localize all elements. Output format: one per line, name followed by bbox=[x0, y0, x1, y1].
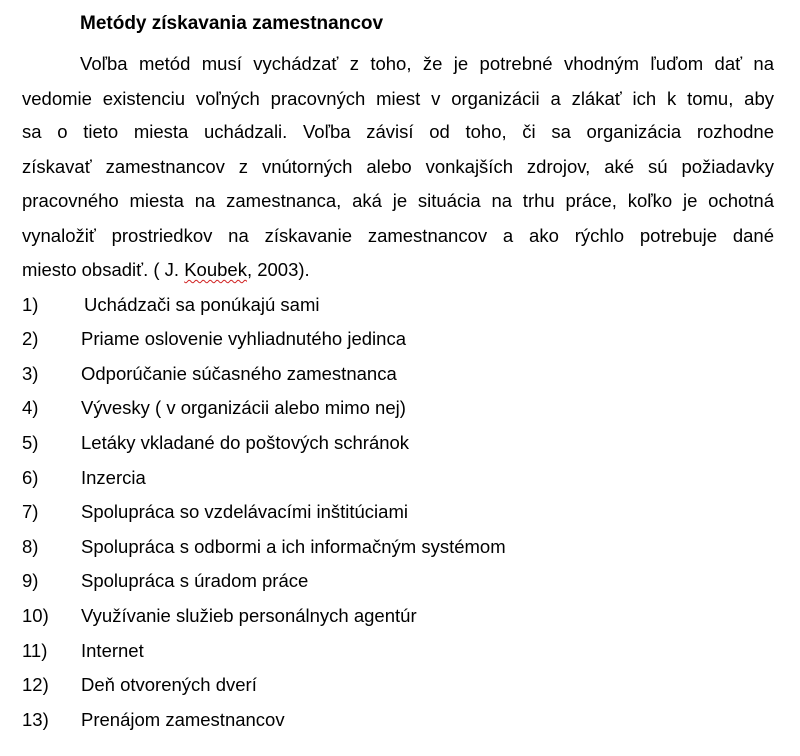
list-item bbox=[22, 501, 782, 527]
list-item-text: Prenájom zamestnancov bbox=[81, 709, 285, 730]
list-item bbox=[22, 397, 782, 423]
list-item-text: Letáky vkladané do poštových schránok bbox=[81, 432, 410, 453]
list-item bbox=[22, 709, 782, 735]
list-item-text: Spolupráca s odbormi a ich informačným systémom bbox=[81, 536, 506, 557]
paragraph-line-1: Voľba metód musí vychádzať z toho, že je potrebné vhodným ľuďom dať na bbox=[80, 53, 774, 74]
list-item-number: 9) bbox=[22, 570, 39, 591]
list-item-number: 12) bbox=[22, 674, 49, 695]
list-item-number: 6) bbox=[22, 467, 39, 488]
list-item bbox=[22, 570, 782, 596]
list-item-text: Využívanie služieb personálnych agentúr bbox=[81, 605, 417, 626]
list-item-text: Uchádzači sa ponúkajú sami bbox=[84, 294, 320, 315]
paragraph-line-7-end: , 2003). bbox=[246, 259, 310, 280]
citation-author-spellcheck: Koubek bbox=[184, 259, 247, 280]
list-item bbox=[22, 328, 782, 354]
list-item bbox=[22, 432, 782, 458]
list-item bbox=[22, 294, 782, 320]
list-item-number: 13) bbox=[22, 709, 49, 730]
list-item-number: 8) bbox=[22, 536, 39, 557]
list-item-number: 11) bbox=[22, 640, 48, 661]
list-item-text: Odporúčanie súčasného zamestnanca bbox=[81, 363, 397, 384]
list-item bbox=[22, 536, 782, 562]
list-item-text: Deň otvorených dverí bbox=[81, 674, 257, 695]
list-item-number: 5) bbox=[22, 432, 39, 453]
list-item-text: Internet bbox=[81, 640, 144, 661]
list-item bbox=[22, 467, 782, 493]
paragraph-line-2: vedomie existenciu voľných pracovných miest v organizácii a zlákať ich k tomu, aby bbox=[22, 88, 774, 109]
list-item bbox=[22, 363, 782, 389]
list-item-number: 2) bbox=[22, 328, 39, 349]
list-item-number: 1) bbox=[22, 294, 39, 315]
list-item bbox=[22, 605, 782, 631]
paragraph-line-7-start: miesto obsadiť. ( J. bbox=[22, 259, 185, 280]
list-item bbox=[22, 674, 782, 700]
paragraph-line-3: sa o tieto miesta uchádzali. Voľba závisí od toho, či sa organizácia rozhodne bbox=[22, 121, 774, 142]
list-item-number: 7) bbox=[22, 501, 39, 522]
list-item-text: Inzercia bbox=[81, 467, 146, 488]
list-item-text: Priame oslovenie vyhliadnutého jedinca bbox=[81, 328, 406, 349]
list-item-text: Spolupráca s úradom práce bbox=[81, 570, 309, 591]
section-title: Metódy získavania zamestnancov bbox=[80, 13, 384, 34]
list-item-number: 10) bbox=[22, 605, 49, 626]
list-item-number: 3) bbox=[22, 363, 39, 384]
paragraph-line-6: vynaložiť prostriedkov na získavanie zamestnancov a ako rýchlo potrebuje dané bbox=[22, 225, 774, 246]
list-item-text: Vývesky ( v organizácii alebo mimo nej) bbox=[81, 397, 406, 418]
paragraph-line-4: získavať zamestnancov z vnútorných alebo vonkajších zdrojov, aké sú požiadavky bbox=[22, 156, 774, 177]
list-item-number: 4) bbox=[22, 397, 39, 418]
paragraph-line-7 bbox=[22, 259, 310, 281]
paragraph-line-5: pracovného miesta na zamestnanca, aká je situácia na trhu práce, koľko je ochotná bbox=[22, 190, 774, 211]
list-item-text: Spolupráca so vzdelávacími inštitúciami bbox=[81, 501, 408, 522]
list-item bbox=[22, 640, 782, 666]
